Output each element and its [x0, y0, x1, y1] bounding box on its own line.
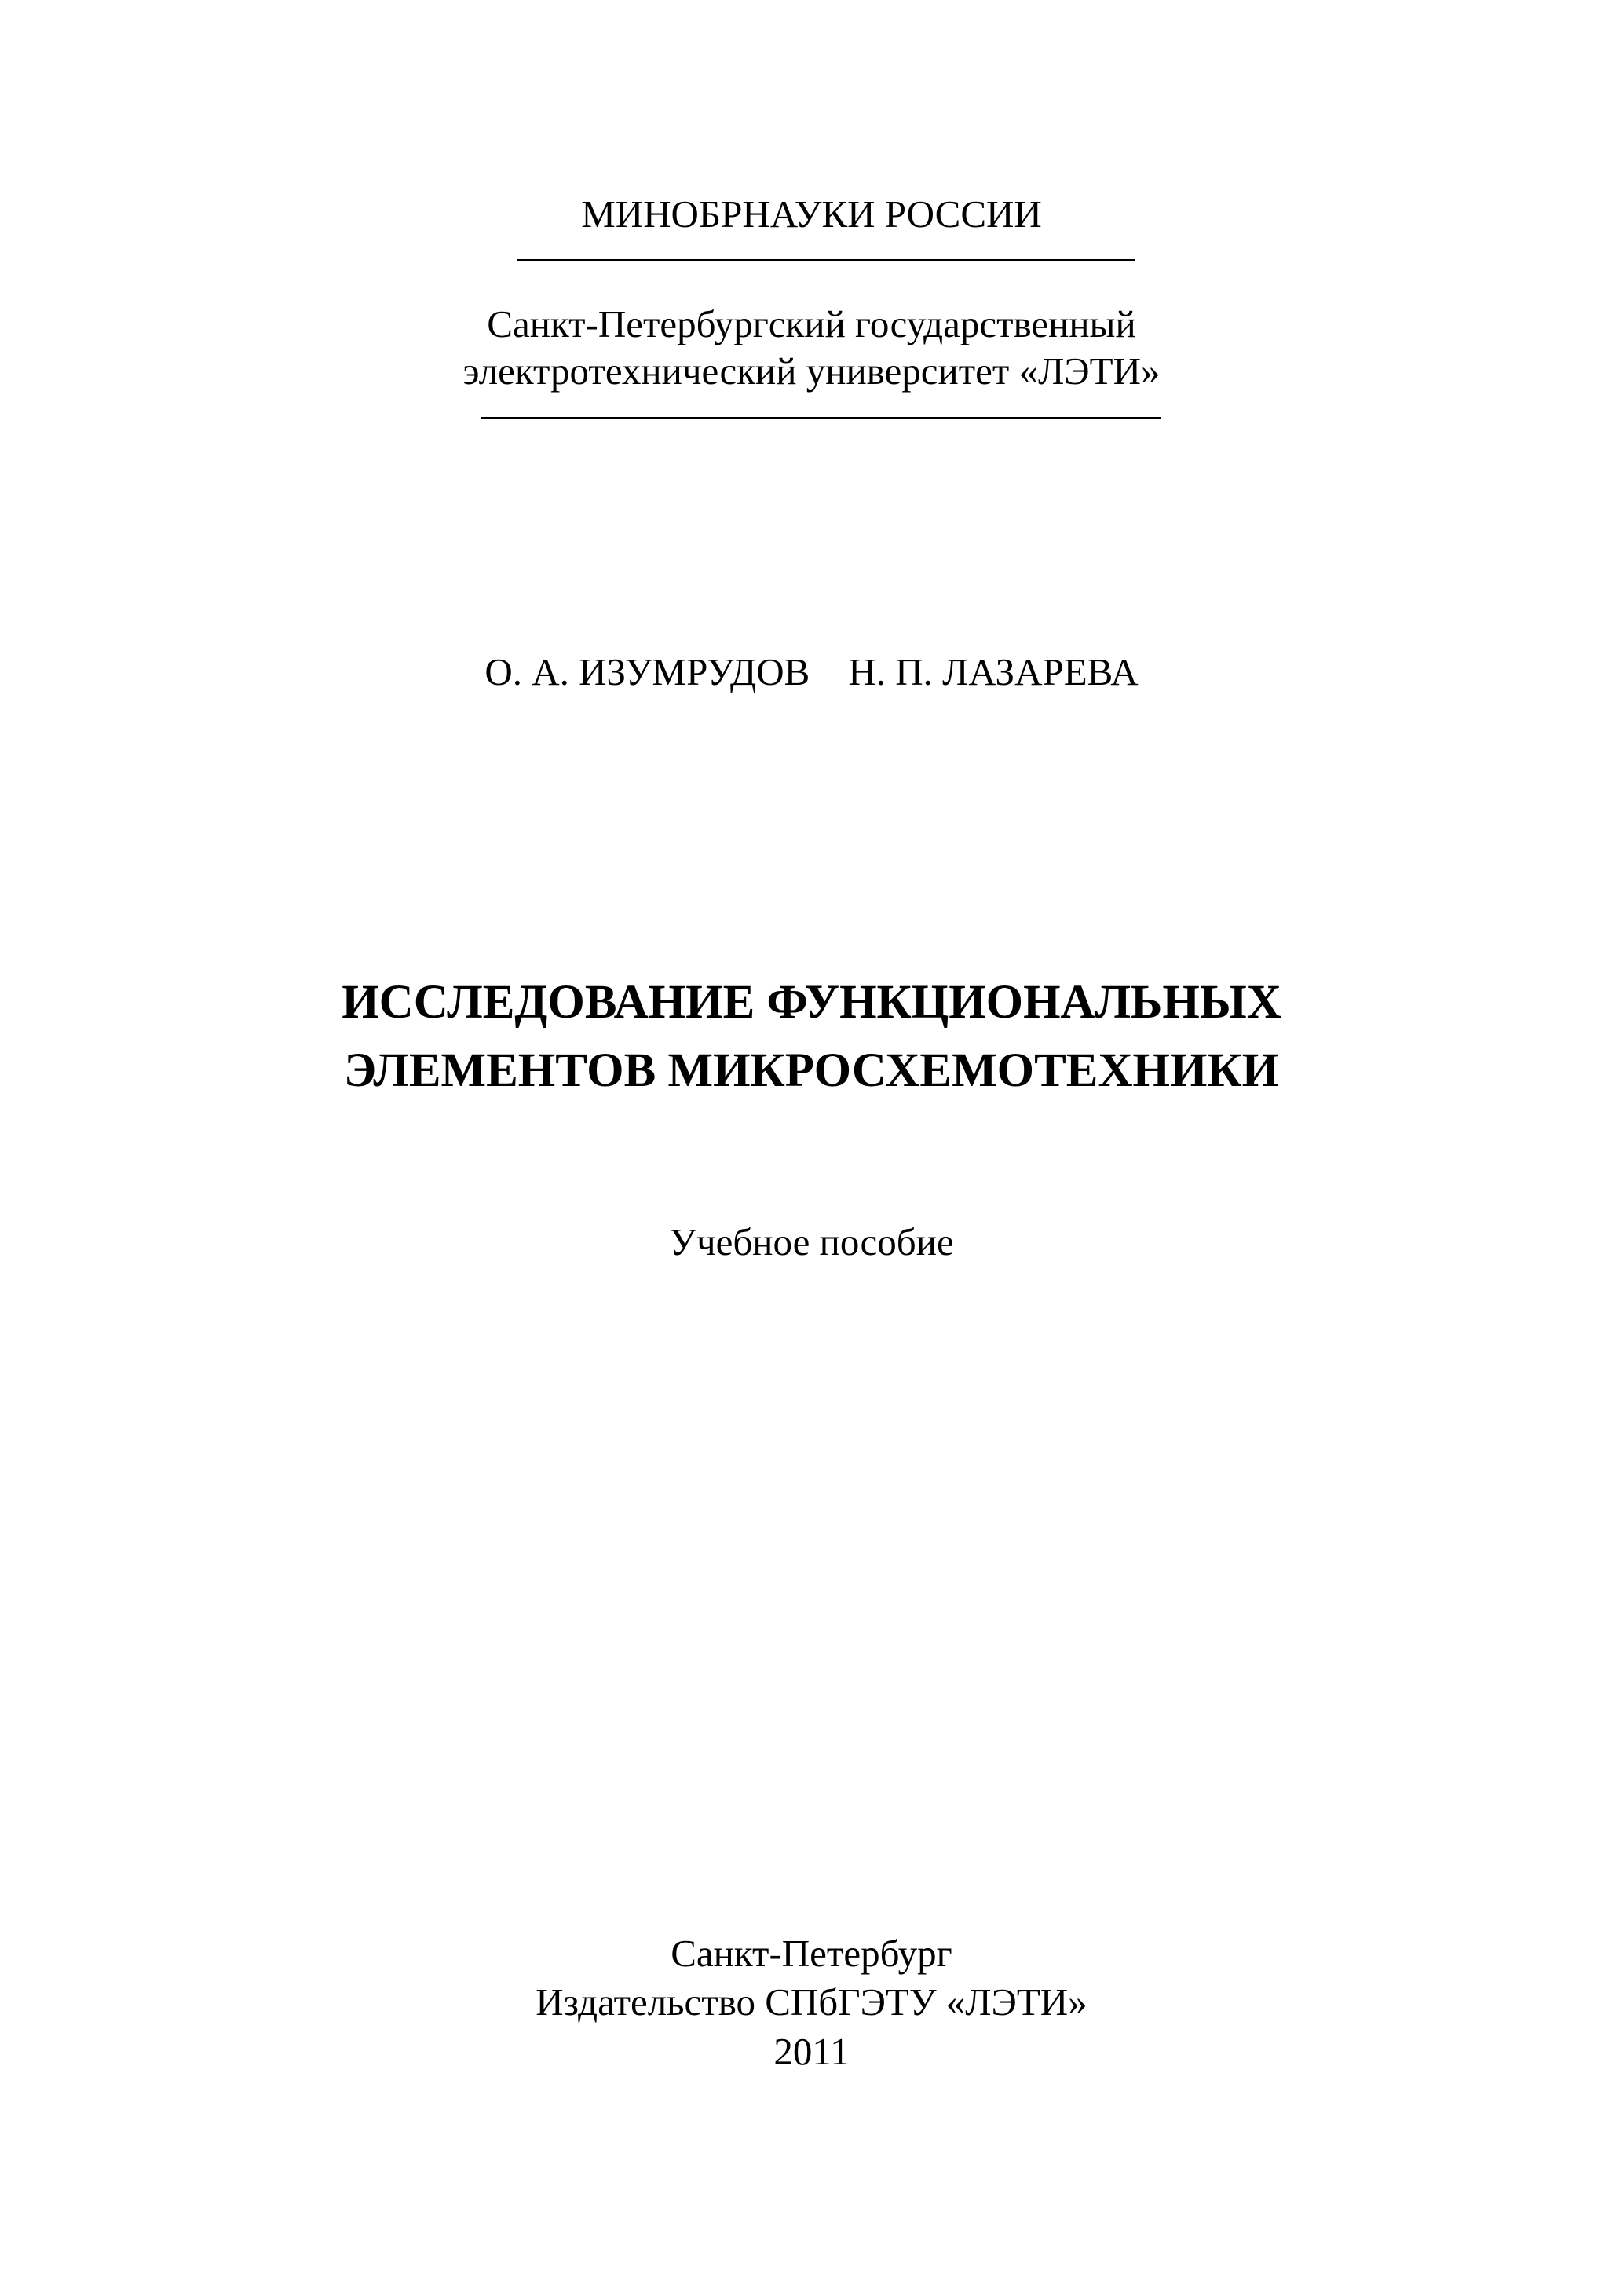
authors: О. А. ИЗУМРУДОВ Н. П. ЛАЗАРЕВА	[484, 650, 1139, 693]
imprint-publisher: Издательство СПбГЭТУ «ЛЭТИ»	[536, 1980, 1087, 2024]
book-subtitle: Учебное пособие	[669, 1220, 954, 1263]
book-title-line1: ИССЛЕДОВАНИЕ ФУНКЦИОНАЛЬНЫХ	[342, 976, 1281, 1029]
ministry-name: МИНОБРНАУКИ РОССИИ	[581, 192, 1042, 236]
book-title-line2: ЭЛЕМЕНТОВ МИКРОСХЕМОТЕХНИКИ	[343, 1044, 1280, 1097]
imprint-year: 2011	[773, 2030, 850, 2073]
university-name-line1: Санкт-Петербургский государственный	[487, 302, 1136, 345]
university-name-line2: электротехнический университет «ЛЭТИ»	[462, 349, 1161, 393]
header-rule-bottom	[481, 417, 1161, 419]
imprint-city: Санкт-Петербург	[671, 1932, 952, 1975]
header-rule-top	[517, 259, 1135, 261]
